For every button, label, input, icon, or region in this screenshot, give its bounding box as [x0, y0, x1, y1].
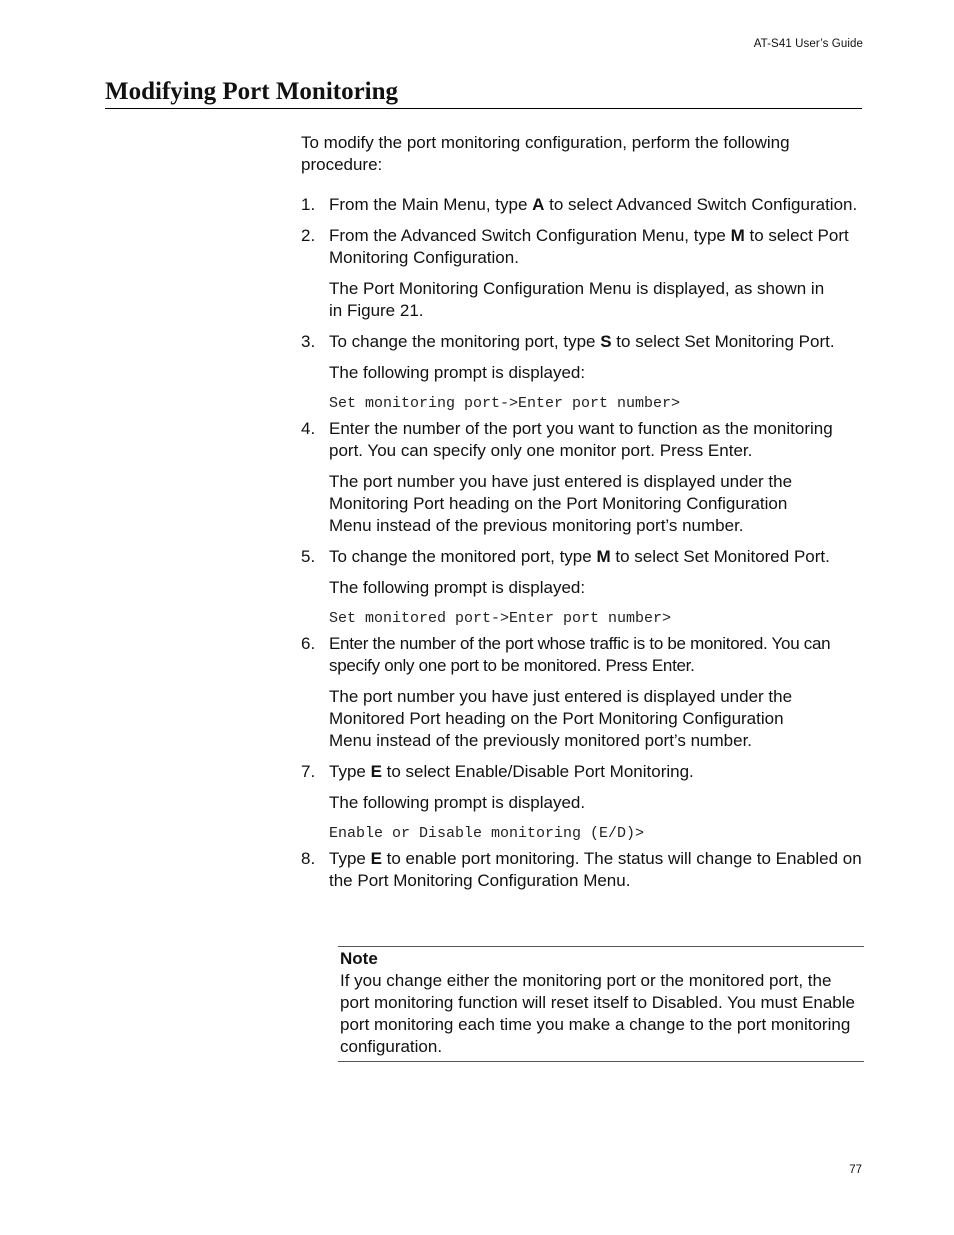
section-title: Modifying Port Monitoring — [105, 76, 862, 109]
step-3 — [301, 331, 866, 353]
running-header: AT-S41 User’s Guide — [753, 38, 863, 50]
step-6-detail: The port number you have just entered is displayed under the Monitored Port heading on the Port Monitoring Configuration Menu instead of the previously monitored port’s number. — [329, 687, 793, 750]
note-text: If you change either the monitoring port or the monitored port, the port monitoring function will reset itself to Disabled. You must Enable port monitoring each time you make a change to the port monitoring configuration. — [340, 971, 855, 1056]
step-text: Type E to enable port monitoring. The status will change to Enabled on the Port Monitoring Configuration Menu. — [329, 849, 862, 890]
step-2-detail: The Port Monitoring Configuration Menu is displayed, as shown in in Figure 21. — [329, 279, 825, 320]
step-8 — [301, 848, 866, 892]
step-text: Enter the number of the port you want to function as the monitoring port. You can specify only one monitor port. Press Enter. — [329, 419, 833, 460]
step-text: From the Main Menu, type A to select Advanced Switch Configuration. — [329, 195, 858, 214]
prompt-enable-disable: Enable or Disable monitoring (E/D)> — [329, 825, 645, 842]
note-title: Note — [340, 949, 378, 968]
step-2 — [301, 225, 866, 269]
step-number: 1. — [301, 195, 316, 214]
note-box — [338, 946, 864, 1062]
step-text: Enter the number of the port whose traffic is to be monitored. You can specify only one port to be monitored. Press Enter. — [329, 634, 831, 675]
prompt-set-monitoring-port: Set monitoring port->Enter port number> — [329, 395, 681, 412]
page-number: 77 — [849, 1164, 862, 1176]
step-text: To change the monitored port, type M to select Set Monitored Port. — [329, 547, 830, 566]
step-4-detail: The port number you have just entered is displayed under the Monitoring Port heading on the Port Monitoring Configuration Menu instead of the previous monitoring port’s number. — [329, 472, 793, 535]
step-number: 7. — [301, 762, 316, 781]
step-number: 4. — [301, 419, 316, 438]
step-7-detail: The following prompt is displayed. — [329, 793, 586, 812]
step-number: 6. — [301, 634, 316, 653]
step-number: 5. — [301, 547, 316, 566]
step-text: From the Advanced Switch Configuration Menu, type M to select Port Monitoring Configuration. — [329, 226, 849, 267]
step-5-detail: The following prompt is displayed: — [329, 578, 586, 597]
step-number: 8. — [301, 849, 316, 868]
step-4 — [301, 418, 866, 462]
step-5 — [301, 546, 866, 568]
step-text: To change the monitoring port, type S to select Set Monitoring Port. — [329, 332, 835, 351]
step-number: 2. — [301, 226, 316, 245]
intro-paragraph: To modify the port monitoring configuration, perform the following procedure: — [301, 133, 790, 174]
step-7 — [301, 761, 866, 783]
step-1 — [301, 194, 866, 216]
step-text: Type E to select Enable/Disable Port Monitoring. — [329, 762, 694, 781]
step-3-detail: The following prompt is displayed: — [329, 363, 586, 382]
procedure-body — [301, 132, 866, 892]
step-number: 3. — [301, 332, 316, 351]
prompt-set-monitored-port: Set monitored port->Enter port number> — [329, 610, 672, 627]
step-6 — [301, 633, 866, 677]
